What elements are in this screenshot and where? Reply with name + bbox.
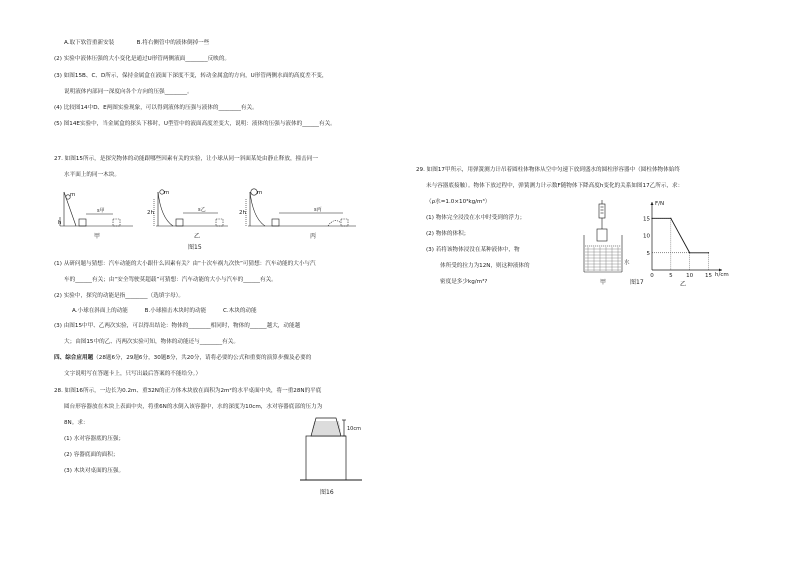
x-tick-label: 5 xyxy=(669,273,673,279)
y-axis-label: F/N xyxy=(655,201,665,207)
x-tick-label: 10 xyxy=(686,273,694,279)
q28-intro: 28. 如图16所示，一边长为0.2m、重32N的正方体木块放在面积为2m²的水平桌面中央，将一重28N的平底 xyxy=(54,388,322,394)
fig15-yi-2h: 2h xyxy=(147,210,154,216)
data-point xyxy=(708,252,709,253)
fig15-caption: 图15 xyxy=(188,244,202,251)
data-point xyxy=(670,218,671,219)
y-tick-label: 10 xyxy=(643,233,650,240)
y-tick-label: 15 xyxy=(643,216,650,223)
fig15-s-yi: s乙 xyxy=(198,207,206,213)
q26-option-line: A.取下软管重新安装 B.将右侧管中的液体倒掉一些 xyxy=(64,40,210,46)
y-axis-arrow-icon xyxy=(651,202,654,205)
section4-instructions: （28题6分，29题6分，30题8分，共20分，请将必要的公式和重要的演算步骤及必要的 xyxy=(93,355,312,361)
fig15-jia-m: m xyxy=(70,192,76,198)
q28-sub2: (2) 容器底面的面积； xyxy=(64,452,119,458)
fig17-yi-label: 乙 xyxy=(680,281,687,288)
q27-intro: 27. 如图15所示，是探究物体的动能跟哪些因素有关的实验，让小球从同一斜面某处由静止释放，撞击同一 xyxy=(54,156,318,162)
q29-density-note: （ρ水=1.0×10³kg/m³） xyxy=(426,199,491,205)
fig17-caption: 图17 xyxy=(630,279,644,286)
fig17-jia-label: 甲 xyxy=(600,279,607,286)
fig15-bing-m: m xyxy=(257,190,263,196)
q27-intro-cont: 水平面上的同一木块。 xyxy=(64,172,120,178)
y-tick-label: 5 xyxy=(646,250,650,257)
q29-intro: 29. 如图17甲所示，用弹簧测力计吊着圆柱体物体从空中匀速下放到盛水的圆柱形容器中（圆柱体物体始终 xyxy=(416,167,680,173)
q29-intro-cont: 未与容器底接触）。物体下放过程中，弹簧测力计示数F随物体下降高度h变化的关系如图17乙所示，求： xyxy=(426,183,684,189)
q27-sub2: (2) 实验中，探究的动能是指________（选填字母）。 xyxy=(54,293,184,299)
q28-sub1: (1) 水对容器底的压强； xyxy=(64,436,125,442)
fig15-s-bing: s丙 xyxy=(314,207,322,213)
q27-options: A.小球在斜面上的动能 B.小球撞击木块时的动能 C.木块的动能 xyxy=(72,308,257,314)
x-axis-label: h/cm xyxy=(715,272,729,278)
q29-sub3-cont: 体所受的拉力为12N，则这种液体的 xyxy=(440,263,530,269)
q27-sub3-cont: 大；由图15中的乙、丙两次实验可知，物体的动能还与________有关。 xyxy=(64,339,239,345)
data-point xyxy=(689,252,690,253)
q29-sub1: (1) 物体完全浸没在水中时受到的浮力； xyxy=(426,215,526,221)
section4-heading: 四、综合应用题 xyxy=(54,355,94,361)
figure-16 xyxy=(300,414,364,500)
q28-sub3: (3) 木块对桌面的压强。 xyxy=(64,468,125,474)
fig15-yi-m: m xyxy=(164,190,170,196)
figure-15 xyxy=(58,186,358,256)
data-point xyxy=(651,218,652,219)
q29-sub3: (3) 若将该物体浸没在某种液体中，物 xyxy=(426,247,520,253)
fig16-depth-label: 10cm xyxy=(347,426,361,432)
fig15-s-jia: s甲 xyxy=(97,208,105,214)
q28-intro-cont: 圆台形容器放在木块上表面中央，将重6N的水倒入该容器中，水的深度为10cm，水对容器底部的压力为 xyxy=(64,404,323,410)
q27-sub1-cont: 车的______有关；由“安全驾驶莫超载”可猜想：汽车动能的大小与汽车的______有关。 xyxy=(64,277,277,283)
series-line xyxy=(652,218,708,252)
fig17-water-label: 水 xyxy=(624,260,630,266)
fig15-panel-jia: 甲 xyxy=(94,233,101,240)
fig15-panel-bing: 丙 xyxy=(310,233,317,240)
q28-intro-cont2: 8N。求： xyxy=(64,420,89,426)
q26-sub3-cont: 说明液体内部同一深度向各个方向的压强________。 xyxy=(64,89,193,95)
q27-sub1: (1) 从研问题与猜想：汽车动能的大小跟什么因素有关？由“十次车祸九次快”可猜想：汽车动能的大小与汽 xyxy=(54,261,316,267)
section4-line xyxy=(54,356,311,362)
section4-instructions-cont: 文字说明写在答题卡上，只写出最后答案的不能给分。） xyxy=(64,371,202,377)
q26-sub3: (3) 如图15B、C、D所示，保持金属盒在液面下深度不变，转动金属盒的方向，U形管两侧水面的高度差不变， xyxy=(54,73,328,79)
x-tick-label: 15 xyxy=(704,273,712,279)
figure-17-yi-chart xyxy=(640,196,729,292)
fig16-caption: 图16 xyxy=(320,489,334,496)
q27-sub3: (3) 由图15中甲、乙两次实验，可以得出结论：物体的________相同时，物体的______越大，动能越 xyxy=(54,323,301,329)
q26-sub5: (5) 图14E实验中，当金属盒的探头下移时，U型管中的液面高度差变大，说明：液体的压强与液体的______有关。 xyxy=(54,121,336,127)
q26-sub4: (4) 比较图14中D、E两图实验现象，可以得到液体的压强与液体的________有关。 xyxy=(54,105,258,111)
fig15-bing-2h: 2h xyxy=(239,210,246,216)
q29-sub3-cont2: 密度是多少kg/m³? xyxy=(440,279,488,285)
x-tick-label: 0 xyxy=(650,273,654,279)
fig15-panel-yi: 乙 xyxy=(194,233,201,240)
q29-sub2: (2) 物体的体积； xyxy=(426,231,470,237)
fig15-jia-h: h xyxy=(58,220,62,226)
q26-sub2: (2) 实验中液体压强的大小变化是通过U形管两侧液面________反映的。 xyxy=(54,56,231,62)
